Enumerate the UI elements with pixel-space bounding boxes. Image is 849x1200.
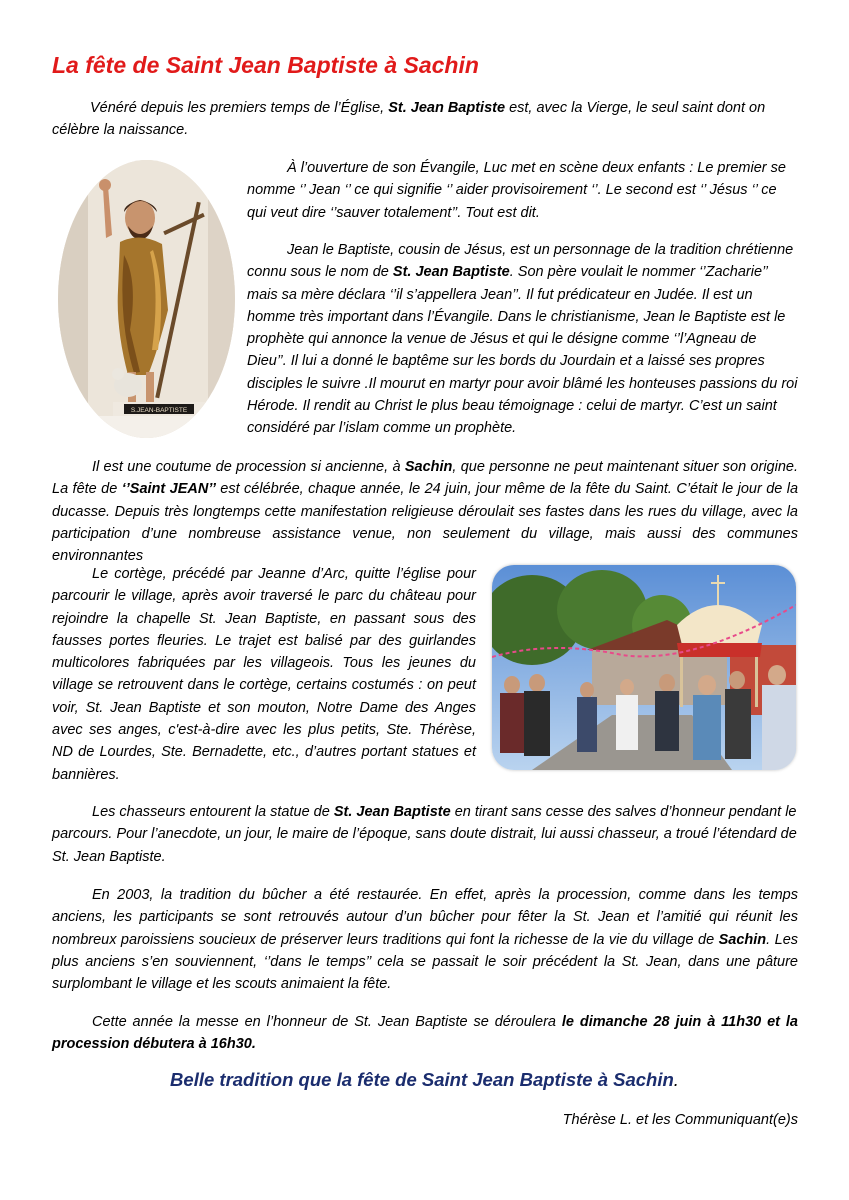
paragraph-coutume: Il est une coutume de procession si ancienne, à Sachin, que personne ne peut maintenant situer son origine. La fête de ‘’Saint JEAN’’ est célébrée, chaque année, le 24 juin, jour même de la fête du Saint. C’était le jour de la ducasse. Depuis très longtemps cette manifestation religieuse déroulait ses fastes dans les rues du village, avec la participation d’une nombreuse assistance venue, non seulement du village, mais aussi des communes environnantes	[52, 459, 799, 565]
paragraph-bucher: En 2003, la tradition du bûcher a été restaurée. En effet, après la procession, comme dans les temps anciens, les participants se sont retrouvés autour d’un bûcher pour fêter la St. Jean et l’amitié qui réunit les nombreux paroissiens soucieux de préserver leurs traditions qui font la richesse de la vie du village de Sachin. Les plus anciens s’en souviennent, ‘’dans le temps’’ cela se passait le soir précédent la St. Jean, dans une pâture surplombant le village et les scouts animaient la fête.	[52, 887, 799, 993]
paragraph-cortege: Le cortège, précédé par Jeanne d’Arc, quitte l’église pour parcourir le village, après avoir traversé le parc du château pour rejoindre la chapelle St. Jean Baptiste, en passant sous des fausses portes fleuries. Le trajet est balisé par des guirlandes multicolores fabriquées par les villageois. Tous les jeunes du village se retrouvent dans le cortège, certains costumés : on peut voir, St. Jean Baptiste et son mouton, Notre Dame des Anges avec ses anges, c'est-à-dire avec les plus petits, Ste. Thérèse, ND de Lourdes, Ste. Bernadette, etc., d’autres portant statues et bannières.	[52, 566, 476, 783]
paragraph-chasseurs: Les chasseurs entourent la statue de St. Jean Baptiste en tirant sans cesse des salves d’honneur pendant le parcours. Pour l’anecdote, un jour, le maire de l’époque, sans doute distrait, lui aussi chasseur, a troué l’étendard de St. Jean Baptiste.	[52, 804, 797, 865]
paragraph-evangile: À l’ouverture de son Évangile, Luc met en scène deux enfants : Le premier se nomme ‘’ Jean ‘’ ce qui signifie ‘’ aider provisoirement ‘’. Le second est ‘’ Jésus ‘’ ce qui veut dire ‘’sauver totalement’’. Tout est dit.	[247, 160, 786, 221]
paragraph-jean-baptiste: Jean le Baptiste, cousin de Jésus, est un personnage de la tradition chrétienne connu sous le nom de St. Jean Baptiste. Son père voulait le nommer ‘’Zacharie’’ mais sa mère déclara ‘’il s’appellera Jean’’. Il fut prédicateur en Judée. Il est un homme très important dans l’Évangile. Dans le christianisme, Jean le Baptiste est le prophète qui annonce la venue de Jésus et qui le désigne comme ‘’l’Agneau de Dieu’’. Il lui a donné le baptême sur les bords du Jourdain et a laissé ses propres disciples le suivre .Il mourut en martyr pour avoir blâmé les honteuses passions du roi Hérode. Il rendit au Christ le plus beau témoignage : celui de martyr. C’est un saint considéré par l’islam comme un prophète.	[247, 242, 798, 437]
article-title: La fête de Saint Jean Baptiste à Sachin	[52, 52, 479, 78]
procession-illustration	[492, 565, 796, 770]
conclusion-line: Belle tradition que la fête de Saint Jean Baptiste à Sachin.	[170, 1069, 679, 1090]
statue-illustration	[58, 160, 235, 438]
signature: Thérèse L. et les Communiquant(e)s	[562, 1112, 798, 1128]
paragraph-messe: Cette année la messe en l’honneur de St. Jean Baptiste se déroulera le dimanche 28 juin à 11h30 et la procession débutera à 16h30.	[52, 1014, 798, 1053]
procession-photo	[492, 565, 796, 770]
paragraph-intro: Vénéré depuis les premiers temps de l’Église, St. Jean Baptiste est, avec la Vierge, le seul saint dont on célèbre la naissance.	[52, 100, 766, 139]
statue-plaque-text: S.JEAN-BAPTISTE	[130, 407, 188, 414]
statue-photo	[58, 160, 235, 438]
